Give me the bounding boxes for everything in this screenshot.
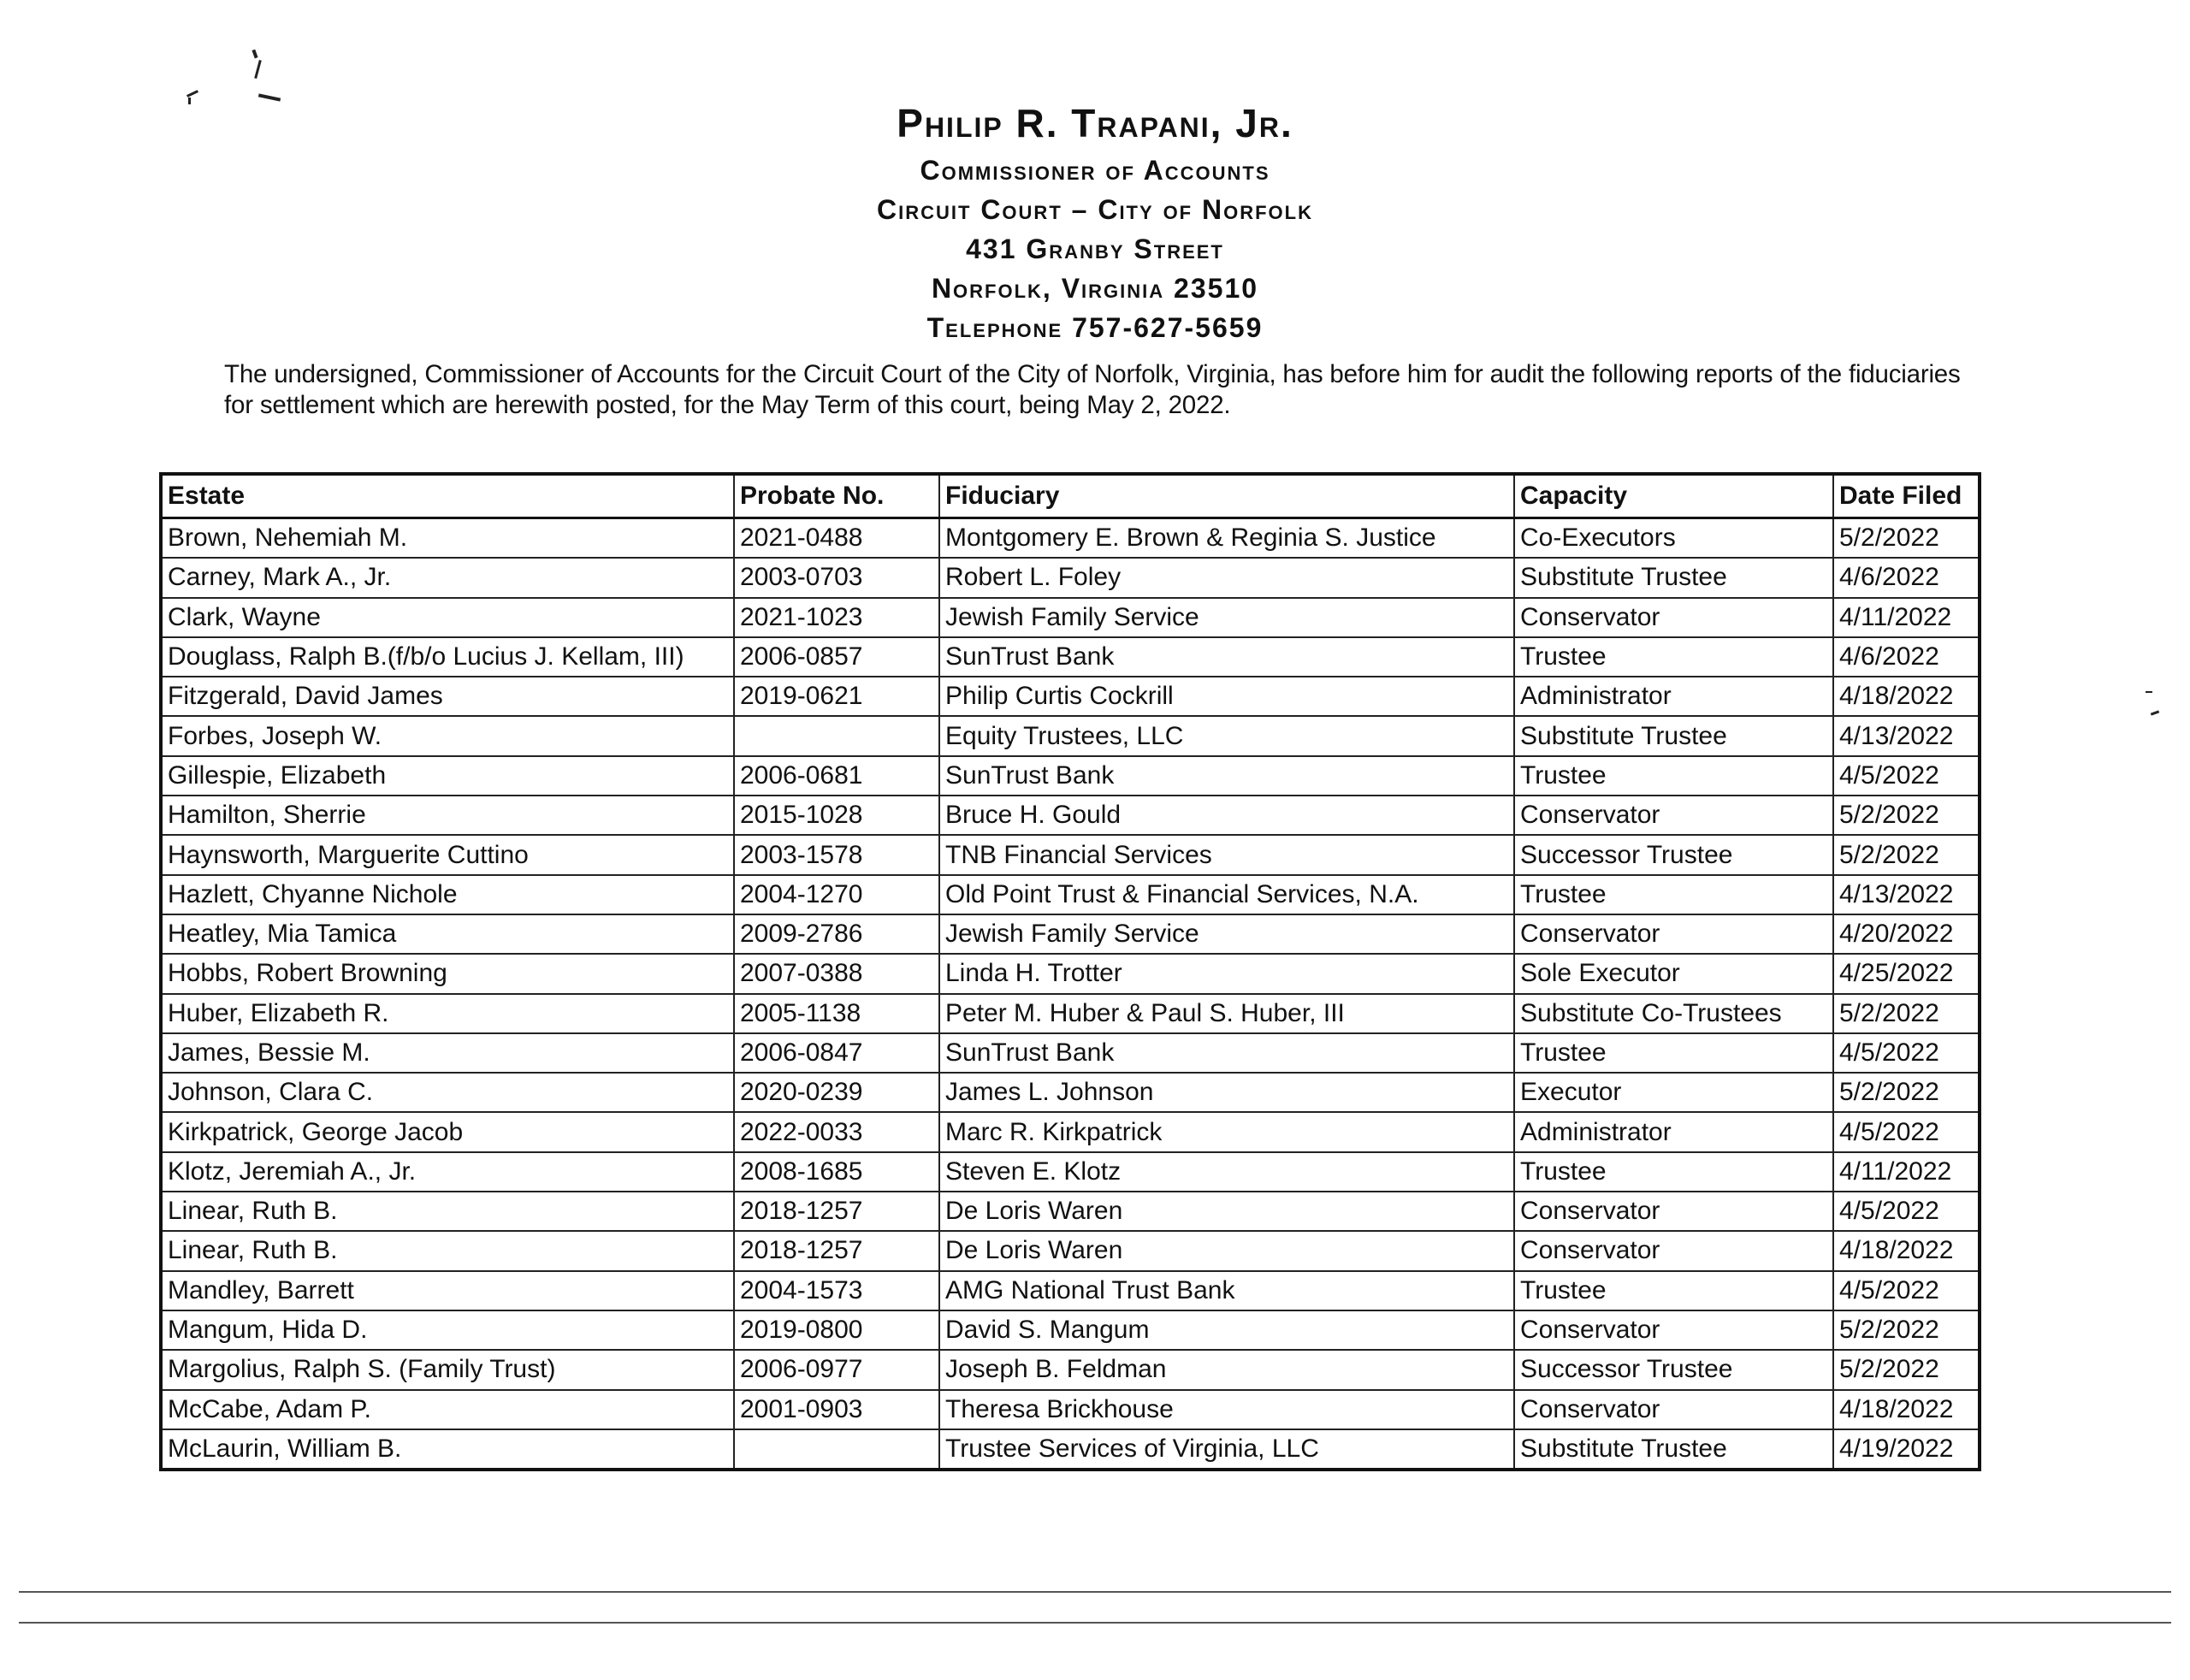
cell-capacity: Conservator [1514, 796, 1833, 835]
cell-probate-no: 2004-1270 [734, 875, 939, 914]
letterhead [0, 96, 2190, 347]
cell-fiduciary: AMG National Trust Bank [939, 1271, 1514, 1310]
cell-fiduciary: Jewish Family Service [939, 914, 1514, 954]
cell-estate: James, Bessie M. [161, 1033, 734, 1073]
cell-estate: Brown, Nehemiah M. [161, 518, 734, 559]
cell-probate-no [734, 1429, 939, 1470]
cell-fiduciary: De Loris Waren [939, 1231, 1514, 1270]
cell-fiduciary: Philip Curtis Cockrill [939, 677, 1514, 716]
cell-probate-no: 2003-0703 [734, 558, 939, 597]
street-address: 431 Granby Street [966, 234, 1224, 264]
cell-fiduciary: David S. Mangum [939, 1310, 1514, 1350]
cell-date-filed: 4/25/2022 [1833, 954, 1980, 993]
cell-estate: Clark, Wayne [161, 598, 734, 637]
cell-fiduciary: Trustee Services of Virginia, LLC [939, 1429, 1514, 1470]
table-row [161, 1429, 1980, 1470]
cell-estate: Hobbs, Robert Browning [161, 954, 734, 993]
table-row [161, 914, 1980, 954]
cell-fiduciary: James L. Johnson [939, 1073, 1514, 1112]
cell-capacity: Administrator [1514, 677, 1833, 716]
cell-probate-no: 2020-0239 [734, 1073, 939, 1112]
cell-date-filed: 4/6/2022 [1833, 558, 1980, 597]
cell-date-filed: 4/19/2022 [1833, 1429, 1980, 1470]
table-row [161, 1271, 1980, 1310]
cell-capacity: Substitute Trustee [1514, 716, 1833, 755]
bottom-rule [19, 1622, 2171, 1624]
cell-fiduciary: SunTrust Bank [939, 637, 1514, 677]
cell-estate: Margolius, Ralph S. (Family Trust) [161, 1350, 734, 1389]
cell-capacity: Conservator [1514, 1390, 1833, 1429]
cell-probate-no: 2004-1573 [734, 1271, 939, 1310]
table-row [161, 1073, 1980, 1112]
cell-capacity: Successor Trustee [1514, 835, 1833, 874]
cell-date-filed: 5/2/2022 [1833, 1350, 1980, 1389]
scan-mark [2146, 691, 2152, 693]
telephone: Telephone 757-627-5659 [926, 312, 1264, 343]
scan-mark [252, 50, 257, 59]
cell-capacity: Trustee [1514, 1271, 1833, 1310]
cell-estate: Mandley, Barrett [161, 1271, 734, 1310]
cell-probate-no: 2018-1257 [734, 1231, 939, 1270]
table-row [161, 1350, 1980, 1389]
cell-probate-no: 2009-2786 [734, 914, 939, 954]
cell-date-filed: 4/5/2022 [1833, 756, 1980, 796]
cell-capacity: Administrator [1514, 1112, 1833, 1151]
cell-fiduciary: SunTrust Bank [939, 756, 1514, 796]
table-row [161, 1192, 1980, 1231]
table-row [161, 875, 1980, 914]
table-row [161, 1310, 1980, 1350]
cell-capacity: Substitute Trustee [1514, 1429, 1833, 1470]
cell-capacity: Trustee [1514, 1033, 1833, 1073]
bottom-rule [19, 1591, 2171, 1593]
cell-date-filed: 4/13/2022 [1833, 875, 1980, 914]
cell-estate: Huber, Elizabeth R. [161, 994, 734, 1033]
cell-date-filed: 5/2/2022 [1833, 518, 1980, 559]
header-estate: Estate [161, 474, 734, 518]
cell-estate: McLaurin, William B. [161, 1429, 734, 1470]
cell-estate: Hazlett, Chyanne Nichole [161, 875, 734, 914]
fiduciary-table [159, 472, 1981, 1471]
cell-date-filed: 4/6/2022 [1833, 637, 1980, 677]
cell-fiduciary: TNB Financial Services [939, 835, 1514, 874]
cell-fiduciary: Bruce H. Gould [939, 796, 1514, 835]
intro-paragraph: The undersigned, Commissioner of Accounts for the Circuit Court of the City of Norfolk, Virginia, has before him for audit the following reports of the fiduciaries for settlement which are herewith posted, for the May Term of this court, being May 2, 2022. [224, 360, 1961, 419]
cell-fiduciary: Marc R. Kirkpatrick [939, 1112, 1514, 1151]
table-row [161, 598, 1980, 637]
cell-probate-no: 2006-0977 [734, 1350, 939, 1389]
cell-probate-no: 2022-0033 [734, 1112, 939, 1151]
cell-probate-no: 2019-0800 [734, 1310, 939, 1350]
cell-estate: Kirkpatrick, George Jacob [161, 1112, 734, 1151]
cell-probate-no: 2019-0621 [734, 677, 939, 716]
cell-estate: Linear, Ruth B. [161, 1192, 734, 1231]
cell-capacity: Conservator [1514, 1310, 1833, 1350]
table-row [161, 1231, 1980, 1270]
table-row [161, 677, 1980, 716]
header-probate-no: Probate No. [734, 474, 939, 518]
cell-capacity: Conservator [1514, 1192, 1833, 1231]
cell-capacity: Conservator [1514, 1231, 1833, 1270]
cell-capacity: Trustee [1514, 756, 1833, 796]
cell-date-filed: 5/2/2022 [1833, 1073, 1980, 1112]
cell-probate-no: 2018-1257 [734, 1192, 939, 1231]
cell-capacity: Executor [1514, 1073, 1833, 1112]
cell-capacity: Substitute Trustee [1514, 558, 1833, 597]
cell-estate: Fitzgerald, David James [161, 677, 734, 716]
cell-probate-no: 2006-0847 [734, 1033, 939, 1073]
cell-probate-no: 2003-1578 [734, 835, 939, 874]
cell-capacity: Trustee [1514, 875, 1833, 914]
cell-fiduciary: Montgomery E. Brown & Reginia S. Justice [939, 518, 1514, 559]
cell-date-filed: 4/20/2022 [1833, 914, 1980, 954]
cell-capacity: Successor Trustee [1514, 1350, 1833, 1389]
cell-capacity: Substitute Co-Trustees [1514, 994, 1833, 1033]
cell-probate-no: 2007-0388 [734, 954, 939, 993]
fiduciary-table-wrapper [159, 472, 1978, 1471]
commissioner-name: Philip R. Trapani, Jr. [897, 101, 1293, 145]
cell-fiduciary: Jewish Family Service [939, 598, 1514, 637]
table-row [161, 1152, 1980, 1192]
table-row [161, 518, 1980, 559]
table-row [161, 637, 1980, 677]
cell-date-filed: 4/18/2022 [1833, 1390, 1980, 1429]
cell-probate-no [734, 716, 939, 755]
cell-capacity: Sole Executor [1514, 954, 1833, 993]
cell-probate-no: 2006-0857 [734, 637, 939, 677]
court-name: Circuit Court – City of Norfolk [877, 194, 1313, 225]
cell-estate: McCabe, Adam P. [161, 1390, 734, 1429]
table-row [161, 835, 1980, 874]
commissioner-title: Commissioner of Accounts [920, 155, 1270, 186]
cell-probate-no: 2001-0903 [734, 1390, 939, 1429]
header-date-filed: Date Filed [1833, 474, 1980, 518]
cell-date-filed: 4/5/2022 [1833, 1271, 1980, 1310]
cell-date-filed: 4/11/2022 [1833, 598, 1980, 637]
table-row [161, 1390, 1980, 1429]
scan-mark [254, 60, 262, 79]
cell-fiduciary: De Loris Waren [939, 1192, 1514, 1231]
table-header-row [161, 474, 1980, 518]
cell-probate-no: 2006-0681 [734, 756, 939, 796]
header-capacity: Capacity [1514, 474, 1833, 518]
cell-probate-no: 2008-1685 [734, 1152, 939, 1192]
cell-capacity: Conservator [1514, 598, 1833, 637]
cell-estate: Douglass, Ralph B.(f/b/o Lucius J. Kellam, III) [161, 637, 734, 677]
table-row [161, 716, 1980, 755]
cell-fiduciary: Equity Trustees, LLC [939, 716, 1514, 755]
header-fiduciary: Fiduciary [939, 474, 1514, 518]
cell-date-filed: 4/11/2022 [1833, 1152, 1980, 1192]
cell-probate-no: 2021-0488 [734, 518, 939, 559]
table-row [161, 756, 1980, 796]
cell-estate: Hamilton, Sherrie [161, 796, 734, 835]
cell-fiduciary: Steven E. Klotz [939, 1152, 1514, 1192]
cell-date-filed: 4/18/2022 [1833, 677, 1980, 716]
cell-fiduciary: Theresa Brickhouse [939, 1390, 1514, 1429]
cell-estate: Gillespie, Elizabeth [161, 756, 734, 796]
cell-probate-no: 2015-1028 [734, 796, 939, 835]
cell-capacity: Conservator [1514, 914, 1833, 954]
table-row [161, 796, 1980, 835]
table-row [161, 558, 1980, 597]
cell-estate: Klotz, Jeremiah A., Jr. [161, 1152, 734, 1192]
cell-fiduciary: Robert L. Foley [939, 558, 1514, 597]
cell-probate-no: 2005-1138 [734, 994, 939, 1033]
table-row [161, 994, 1980, 1033]
cell-estate: Linear, Ruth B. [161, 1231, 734, 1270]
cell-date-filed: 5/2/2022 [1833, 835, 1980, 874]
scan-mark [2151, 710, 2159, 715]
cell-date-filed: 4/5/2022 [1833, 1192, 1980, 1231]
cell-capacity: Co-Executors [1514, 518, 1833, 559]
city-state-zip: Norfolk, Virginia 23510 [931, 273, 1259, 304]
cell-estate: Carney, Mark A., Jr. [161, 558, 734, 597]
cell-estate: Forbes, Joseph W. [161, 716, 734, 755]
cell-date-filed: 5/2/2022 [1833, 1310, 1980, 1350]
cell-estate: Heatley, Mia Tamica [161, 914, 734, 954]
cell-date-filed: 5/2/2022 [1833, 796, 1980, 835]
cell-date-filed: 4/5/2022 [1833, 1112, 1980, 1151]
cell-estate: Mangum, Hida D. [161, 1310, 734, 1350]
cell-fiduciary: Joseph B. Feldman [939, 1350, 1514, 1389]
table-row [161, 1112, 1980, 1151]
cell-fiduciary: SunTrust Bank [939, 1033, 1514, 1073]
cell-estate: Johnson, Clara C. [161, 1073, 734, 1112]
cell-date-filed: 4/13/2022 [1833, 716, 1980, 755]
cell-probate-no: 2021-1023 [734, 598, 939, 637]
cell-capacity: Trustee [1514, 1152, 1833, 1192]
cell-fiduciary: Old Point Trust & Financial Services, N.A. [939, 875, 1514, 914]
cell-fiduciary: Peter M. Huber & Paul S. Huber, III [939, 994, 1514, 1033]
cell-date-filed: 4/18/2022 [1833, 1231, 1980, 1270]
table-row [161, 954, 1980, 993]
cell-estate: Haynsworth, Marguerite Cuttino [161, 835, 734, 874]
cell-fiduciary: Linda H. Trotter [939, 954, 1514, 993]
table-row [161, 1033, 1980, 1073]
cell-date-filed: 5/2/2022 [1833, 994, 1980, 1033]
cell-date-filed: 4/5/2022 [1833, 1033, 1980, 1073]
table-body [161, 518, 1980, 1470]
cell-capacity: Trustee [1514, 637, 1833, 677]
